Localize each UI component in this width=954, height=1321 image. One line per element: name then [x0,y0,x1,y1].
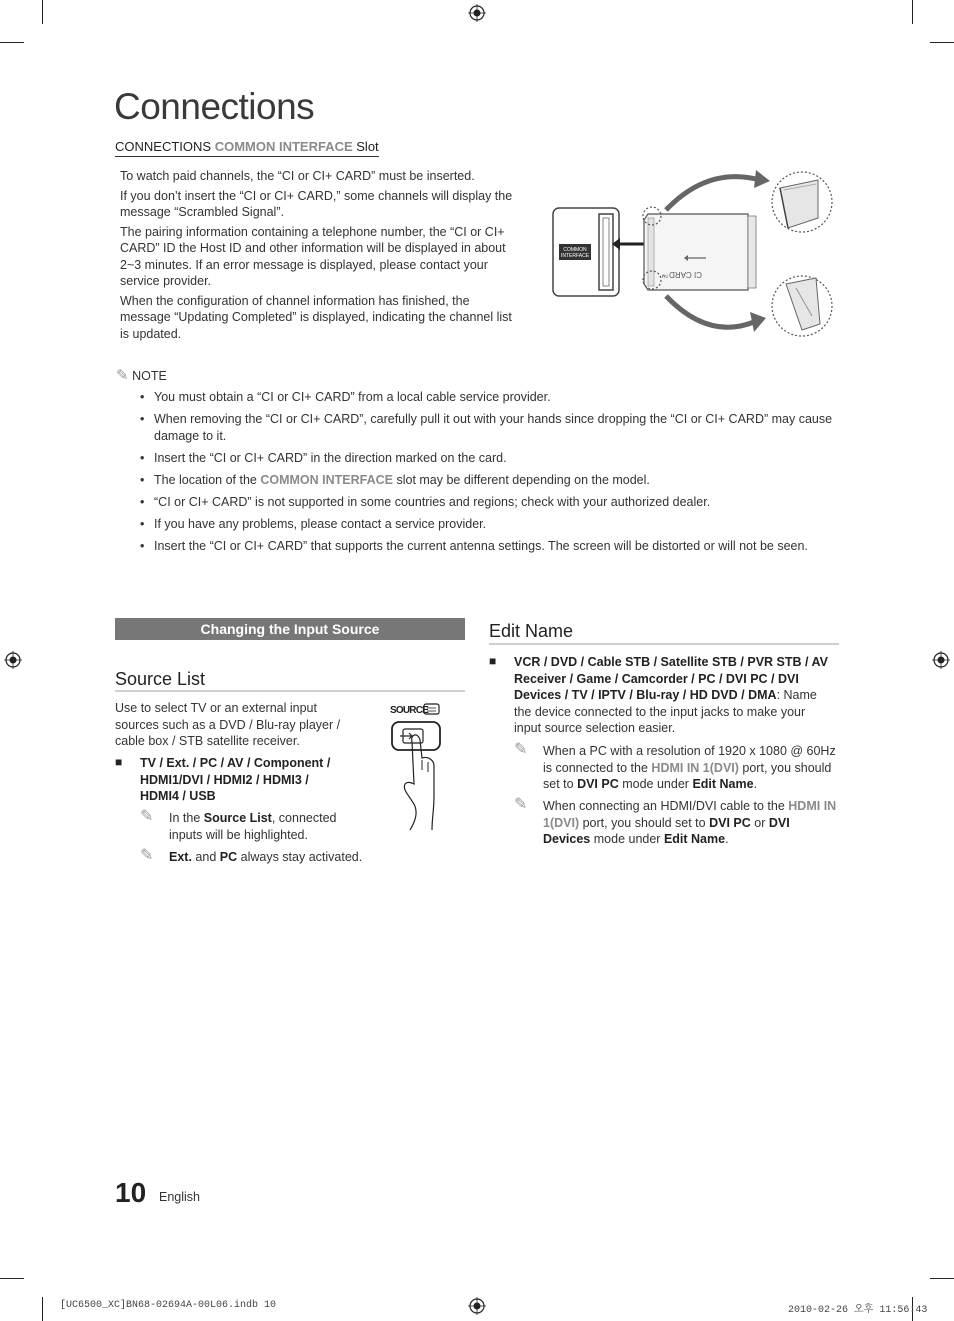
note-bold: Edit Name [663,832,726,846]
location-pre: The location of the [154,472,257,487]
note-bold: PC [219,850,238,864]
registration-mark-icon [932,651,950,669]
note-bold: DVI PC [577,777,619,791]
edit-name-note [543,798,839,848]
registration-mark-icon [468,1297,486,1315]
crop-mark [42,0,43,24]
crop-mark [930,1278,954,1279]
list-item: • “CI or CI+ CARD” is not supported in some countries and regions; check with your authorized dealer. [138,494,838,511]
slot-label-common: COMMON [563,247,587,253]
ci-paragraph: To watch paid channels, the “CI or CI+ CARD” must be inserted. [120,169,475,183]
source-list-note [169,810,369,843]
device-desc: Name the device connected to the input jacks to make your input source selection easier. [514,688,817,735]
section-prefix: CONNECTIONS [115,139,212,154]
page-title: Connections [114,86,315,127]
edit-name-title: Edit Name [489,621,574,641]
registration-mark-icon [468,4,486,22]
note-text: mode under [593,832,661,846]
note-label: NOTE [132,369,167,383]
location-highlight: COMMON INTERFACE [260,472,393,487]
divider [115,690,465,692]
note-bold: Source List [203,811,272,825]
list-item [138,472,838,489]
list-item: • Insert the “CI or CI+ CARD” that supports the current antenna settings. The screen will be distorted or will not be seen. [138,538,838,555]
note-text: always stay activated. [240,850,363,864]
registration-mark-icon [4,651,22,669]
note-text: , connected inputs will be highlighted. [169,811,337,842]
section-highlight: COMMON INTERFACE [214,139,353,154]
list-item: • If you have any problems, please contact a service provider. [138,516,838,533]
note-text: . [725,832,729,846]
list-item: • When removing the “CI or CI+ CARD”, carefully pull it out with your hands since dropping the “CI or CI+ CARD” may cause damage to it. [138,411,838,444]
pencil-icon: ✎ [140,847,154,864]
note-text: and [195,850,217,864]
pencil-icon: ✎ [514,741,528,758]
date-slug: 2010-02-26 오후 11:56:43 [788,1305,928,1316]
crop-mark [0,42,24,43]
note-text: When a PC with a resolution of 1920 x 1080 @ 60Hz is connected to the [543,744,836,775]
ci-card-illustration [548,166,838,342]
note-highlight: HDMI IN 1(DVI) [651,760,739,775]
ci-paragraph: When the configuration of channel information has finished, the message “Updating Completed” is displayed, indicating the channel list is updated. [120,293,512,341]
note-bold: DVI PC [709,815,751,830]
source-list-title: Source List [115,669,206,689]
page-language: English [159,1190,200,1204]
ci-paragraph: The pairing information containing a telephone number, the “CI or CI+ CARD” ID the Host ID and other information will be displayed in about 2~3 minutes. If an error message is displayed, please contact your service provider. [120,224,506,288]
note-list [138,389,838,560]
note-text: In the [169,811,201,825]
ci-card-label: CI CARD™ [661,270,702,279]
source-list-intro: Use to select TV or an external input sources such as a DVD / Blu-ray player / cable box / STB satellite receiver. [115,701,341,748]
crop-mark [912,0,913,24]
divider [489,643,839,645]
device-list: VCR / DVD / Cable STB / Satellite STB / PVR STB / AV Receiver / Game / Camcorder / PC / DVI PC / DVI Devices / TV / IPTV / Blu-ray / HD DVD / DMA [514,655,828,702]
colon: : [776,688,781,702]
ci-description [120,168,520,345]
note-bold: Ext. [169,850,192,864]
note-text: port, you should set to [543,760,832,791]
note-highlight: HDMI IN 1(DVI) [543,799,837,830]
slot-label-interface: INTERFACE [560,253,590,259]
note-text: port, you should set to [582,815,706,830]
location-post: slot may be different depending on the model. [396,472,650,487]
crop-mark [0,1278,24,1279]
source-list-note [169,849,389,866]
note-bold: DVI Devices [543,815,790,846]
note-text: or [754,815,766,830]
list-item: • You must obtain a “CI or CI+ CARD” from a local cable service provider. [138,389,838,406]
square-bullet-icon: ■ [489,654,497,668]
edit-name-note [543,743,839,793]
section-heading [115,139,379,157]
source-list-inputs: TV / Ext. / PC / AV / Component / HDMI1/DVI / HDMI2 / HDMI3 / HDMI4 / USB [140,756,331,803]
note-text: mode under [622,777,689,791]
page-number: 10 [115,1177,147,1208]
square-bullet-icon: ■ [115,755,123,769]
note-text: . [753,777,758,791]
note-heading [116,366,167,384]
note-text: When connecting an HDMI/DVI cable to the [543,799,785,813]
crop-mark [42,1297,43,1321]
list-item: • Insert the “CI or CI+ CARD” in the direction marked on the card. [138,450,838,467]
source-button-illustration [388,700,448,834]
pencil-icon: ✎ [140,808,154,825]
pencil-icon: ✎ [116,367,129,384]
section-bar: Changing the Input Source [115,618,465,640]
pencil-icon: ✎ [514,796,528,813]
section-suffix: Slot [356,139,379,154]
crop-mark [930,42,954,43]
ci-paragraph: If you don’t insert the “CI or CI+ CARD,” some channels will display the message “Scrambled Signal”. [120,188,513,219]
source-button-label: SOURCE [390,705,428,716]
edit-name-bullet [514,654,834,737]
note-bold: Edit Name [692,777,754,791]
file-slug: [UC6500_XC]BN68-02694A-00L06.indb 10 [60,1300,277,1311]
